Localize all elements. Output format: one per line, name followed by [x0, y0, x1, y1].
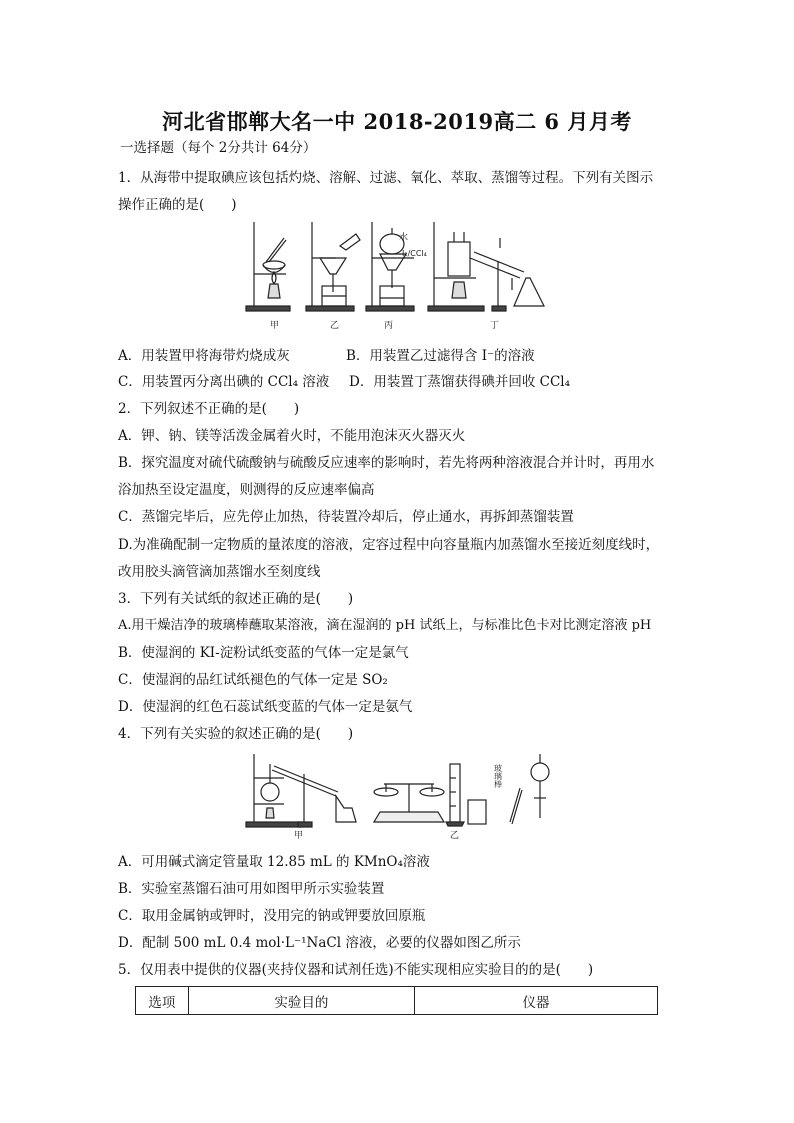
q1-option-a: A．用装置甲将海带灼烧成灰	[118, 348, 290, 364]
q2-option-d-line2: 改用胶头滴管滴加蒸馏水至刻度线	[118, 564, 321, 580]
q5-stem: 5．仅用表中提供的仪器(夹持仪器和试剂任选)不能实现相应实验目的的是( )	[118, 962, 594, 978]
q3-option-c: C．使湿润的品红试纸褪色的气体一定是 SO₂	[118, 672, 388, 688]
q3-option-b: B．使湿润的 KI-淀粉试纸变蓝的气体一定是氯气	[118, 645, 409, 661]
q4-fig-label-yi: 乙	[450, 831, 460, 840]
q4-option-d: D．配制 500 mL 0.4 mol·L⁻¹NaCl 溶液，必要的仪器如图乙所示	[118, 935, 521, 951]
q1-apparatus-figure	[244, 218, 554, 334]
q1-fig-water-label: 水	[399, 233, 409, 243]
q5-table-header-row	[136, 987, 658, 1015]
q4-option-c: C．取用金属钠或钾时，没用完的钠或钾要放回原瓶	[118, 908, 426, 924]
q5-header-purpose: 实验目的	[188, 987, 414, 1015]
q4-apparatus-figure	[244, 748, 554, 840]
q2-option-b-line2: 浴加热至设定温度，则测得的反应速率偏高	[118, 482, 375, 498]
q5-header-option: 选项	[136, 987, 189, 1015]
q5-header-instrument: 仪器	[414, 987, 657, 1015]
q1-fig-label-yi: 乙	[330, 321, 340, 331]
q4-stem: 4．下列有关实验的叙述正确的是( )	[118, 726, 354, 742]
q4-fig-rod-label: 玻璃棒	[493, 764, 503, 788]
q4-option-b: B．实验室蒸馏石油可用如图甲所示实验装置	[118, 881, 385, 897]
q4-fig-label-jia: 甲	[294, 831, 304, 840]
q2-option-a: A．钾、钠、镁等活泼金属着火时，不能用泡沫灭火器灭火	[118, 428, 466, 444]
q1-fig-label-jia: 甲	[270, 321, 280, 331]
q1-option-b: B．用装置乙过滤得含 I⁻的溶液	[346, 348, 535, 364]
q2-option-b-line1: B．探究温度对硫代硫酸钠与硫酸反应速率的影响时，若先将两种溶液混合并计时，再用水	[118, 455, 655, 471]
q1-option-c: C．用装置丙分离出碘的 CCl₄ 溶液	[118, 374, 330, 390]
q3-stem: 3．下列有关试纸的叙述正确的是( )	[118, 591, 354, 607]
q1-fig-label-bing: 丙	[384, 321, 394, 331]
q1-stem-line2: 操作正确的是( )	[118, 197, 237, 213]
q3-option-a: A.用干燥洁净的玻璃棒蘸取某溶液，滴在湿润的 pH 试纸上，与标准比色卡对比测定溶液 pH	[118, 618, 652, 633]
q1-fig-label-ding: 丁	[490, 321, 500, 331]
q2-stem: 2．下列叙述不正确的是( )	[118, 401, 300, 417]
section-heading: 一选择题（每个 2分共计 64分）	[120, 140, 317, 156]
q3-option-d: D．使湿润的红色石蕊试纸变蓝的气体一定是氨气	[118, 699, 413, 715]
q2-option-c: C．蒸馏完毕后，应先停止加热，待装置冷却后，停止通水，再拆卸蒸馏装置	[118, 509, 574, 525]
q4-option-a: A．可用碱式滴定管量取 12.85 mL 的 KMnO₄溶液	[118, 854, 430, 870]
q1-option-d: D．用装置丁蒸馏获得碘并回收 CCl₄	[349, 374, 571, 390]
q5-table	[135, 986, 658, 1015]
q1-fig-i2-label: I₂/CCl₄	[402, 249, 427, 258]
q1-stem-line1: 1．从海带中提取碘应该包括灼烧、溶解、过滤、氧化、萃取、蒸馏等过程。下列有关图示	[118, 170, 654, 186]
page-title: 河北省邯郸大名一中 2018-2019高二 6 月月考	[162, 109, 632, 134]
q2-option-d-line1: D.为准确配制一定物质的量浓度的溶液，定容过程中向容量瓶内加蒸馏水至接近刻度线时，	[118, 537, 660, 553]
